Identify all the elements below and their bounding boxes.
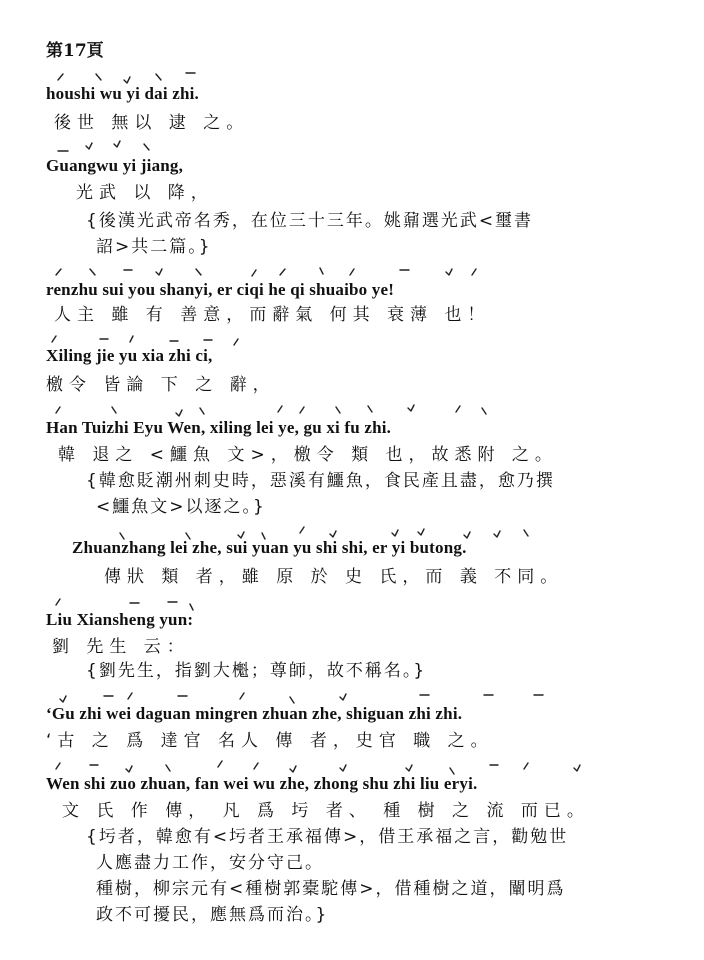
- page-label: 第17頁: [46, 41, 104, 61]
- pinyin-line: Guangwu yi jiang,: [46, 156, 184, 175]
- note-line: 種樹，柳宗元有<種樹郭橐駝傳>，借種樹之道，闡明爲: [96, 879, 566, 899]
- chinese-line: 後世 無以 逮 之。: [54, 113, 250, 133]
- pinyin-line: Zhuanzhang lei zhe, sui yuan yu shi shi, er yi butong.: [72, 538, 467, 557]
- chinese-line: 傳狀 類 者，雖 原 於 史 氏，而 義 不同。: [104, 567, 564, 587]
- chinese-line: 人主 雖 有 善意，而辭氣 何其 衰薄 也！: [54, 305, 491, 325]
- note-line: {後漢光武帝名秀，在位三十三年。姚鼐選光武<璽書: [86, 211, 534, 231]
- pinyin-line: houshi wu yi dai zhi.: [46, 84, 200, 103]
- pinyin-line: Wen shi zuo zhuan, fan wei wu zhe, zhong shu zhi liu eryi.: [46, 774, 478, 793]
- note-line: 政不可擾民，應無爲而治。}: [96, 905, 329, 925]
- note-line: 人應盡力工作，安分守己。: [96, 853, 324, 873]
- chinese-line: ‘古 之 爲 達官 名人 傳 者，史官 職 之。: [46, 731, 494, 751]
- chinese-line: 韓 退之 <鱷魚 文>，檄令 類 也，故悉附 之。: [58, 445, 558, 465]
- chinese-line: 檄令 皆論 下 之 辭，: [46, 375, 276, 395]
- pinyin-line: ‘Gu zhi wei daguan mingren zhuan zhe, shiguan zhi zhi.: [46, 704, 463, 723]
- note-line: {圬者，韓愈有<圬者王承福傳>，借王承福之言，勸勉世: [86, 827, 569, 847]
- note-line: {劉先生，指劉大櫆；尊師，故不稱名。}: [86, 661, 427, 681]
- chinese-line: 文 氏 作 傳， 凡 爲 圬 者、 種 樹 之 流 而已。: [62, 801, 590, 821]
- pinyin-line: Liu Xiansheng yun:: [46, 610, 194, 629]
- pinyin-line: Han Tuizhi Eyu Wen, xiling lei ye, gu xi fu zhi.: [46, 418, 392, 437]
- note-line: <鱷魚文>以逐之。}: [96, 497, 266, 517]
- chinese-line: 劉 先生 云：: [52, 637, 190, 657]
- chinese-line: 光武 以 降，: [76, 183, 214, 203]
- note-line: {韓愈貶潮州刺史時，惡溪有鱷魚，食民產且盡，愈乃撰: [86, 471, 555, 491]
- pinyin-line: Xiling jie yu xia zhi ci,: [46, 346, 213, 365]
- note-line: 詔>共二篇。}: [96, 237, 212, 257]
- pinyin-line: renzhu sui you shanyi, er ciqi he qi shuaibo ye!: [46, 280, 395, 299]
